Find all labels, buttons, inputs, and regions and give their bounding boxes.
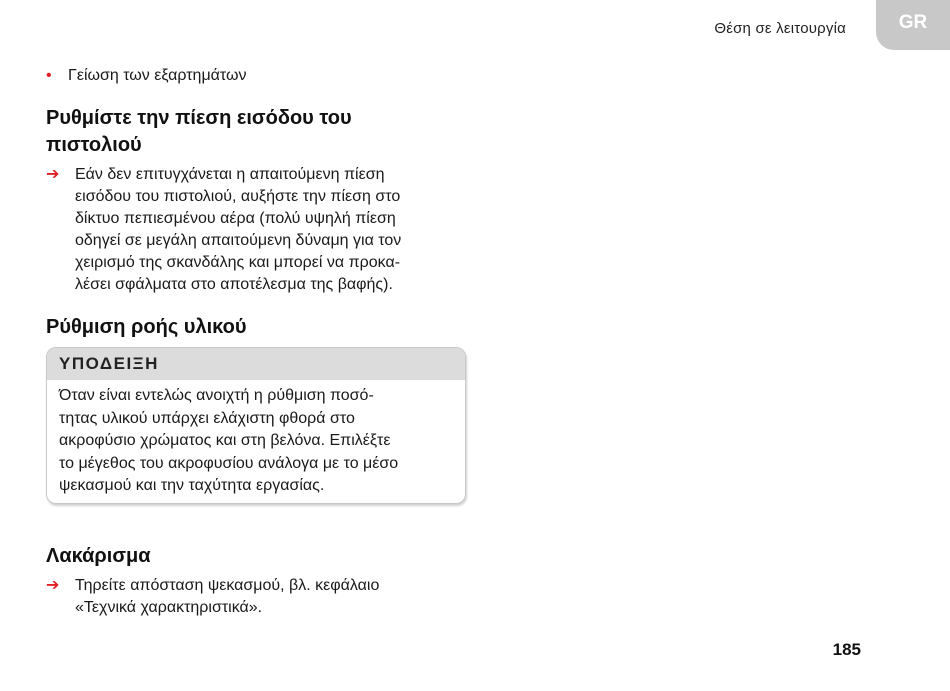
text-line: δίκτυο πεπιεσμένου αέρα (πολύ υψηλή πίεση [75, 210, 396, 227]
note-label: ΥΠΟΔΕΙΞΗ [47, 348, 465, 380]
text-line: ψεκασμού και την ταχύτητα εργασίας. [59, 477, 325, 494]
list-item-text: Γείωση των εξαρτημάτων [68, 67, 247, 84]
text-line: τητας υλικού υπάρχει ελάχιστη φθορά στο [59, 409, 355, 427]
arrow-right-icon: ➔ [46, 577, 60, 594]
pressure-instruction [46, 164, 468, 296]
section-title: Θέση σε λειτουργία [714, 20, 846, 37]
arrow-right-icon: ➔ [46, 166, 60, 183]
pressure-instruction-text [75, 164, 468, 296]
paint-instruction [46, 575, 468, 619]
paint-section-heading: Λακάρισμα [46, 545, 151, 567]
text-line: χειρισμό της σκανδάλης και μπορεί να προκα- [75, 254, 401, 271]
language-tab: GR [876, 0, 950, 50]
text-line: ακροφύσιο χρώματος και στη βελόνα. Επιλέξτε [59, 432, 391, 449]
flow-section-heading: Ρύθμιση ροής υλικού [46, 316, 247, 338]
text-line: λέσει σφάλματα στο αποτέλεσμα της βαφής). [75, 276, 393, 293]
text-line: εισόδου του πιστολιού, αυξήστε την πίεση στο [75, 188, 401, 205]
text-line: Τηρείτε απόσταση ψεκασμού, βλ. κεφάλαιο [75, 577, 380, 594]
text-line: Εάν δεν επιτυγχάνεται η απαιτούμενη πίεση [75, 166, 385, 183]
text-line: οδηγεί σε μεγάλη απαιτούμενη δύναμη για τον [75, 232, 402, 249]
text-line: Όταν είναι εντελώς ανοιχτή η ρύθμιση ποσό- [59, 387, 374, 404]
pressure-section-heading: Ρυθμίστε την πίεση εισόδου του πιστολιού [46, 107, 352, 156]
bullet-icon: • [46, 67, 52, 84]
list-item [46, 66, 247, 86]
text-line: «Τεχνικά χαρακτηριστικά». [75, 599, 263, 616]
page-number: 185 [832, 640, 861, 659]
paint-instruction-text [75, 575, 468, 619]
note-box [46, 347, 466, 504]
note-text [47, 380, 465, 498]
text-line: το μέγεθος του ακροφυσίου ανάλογα με το μέσο [59, 454, 399, 472]
